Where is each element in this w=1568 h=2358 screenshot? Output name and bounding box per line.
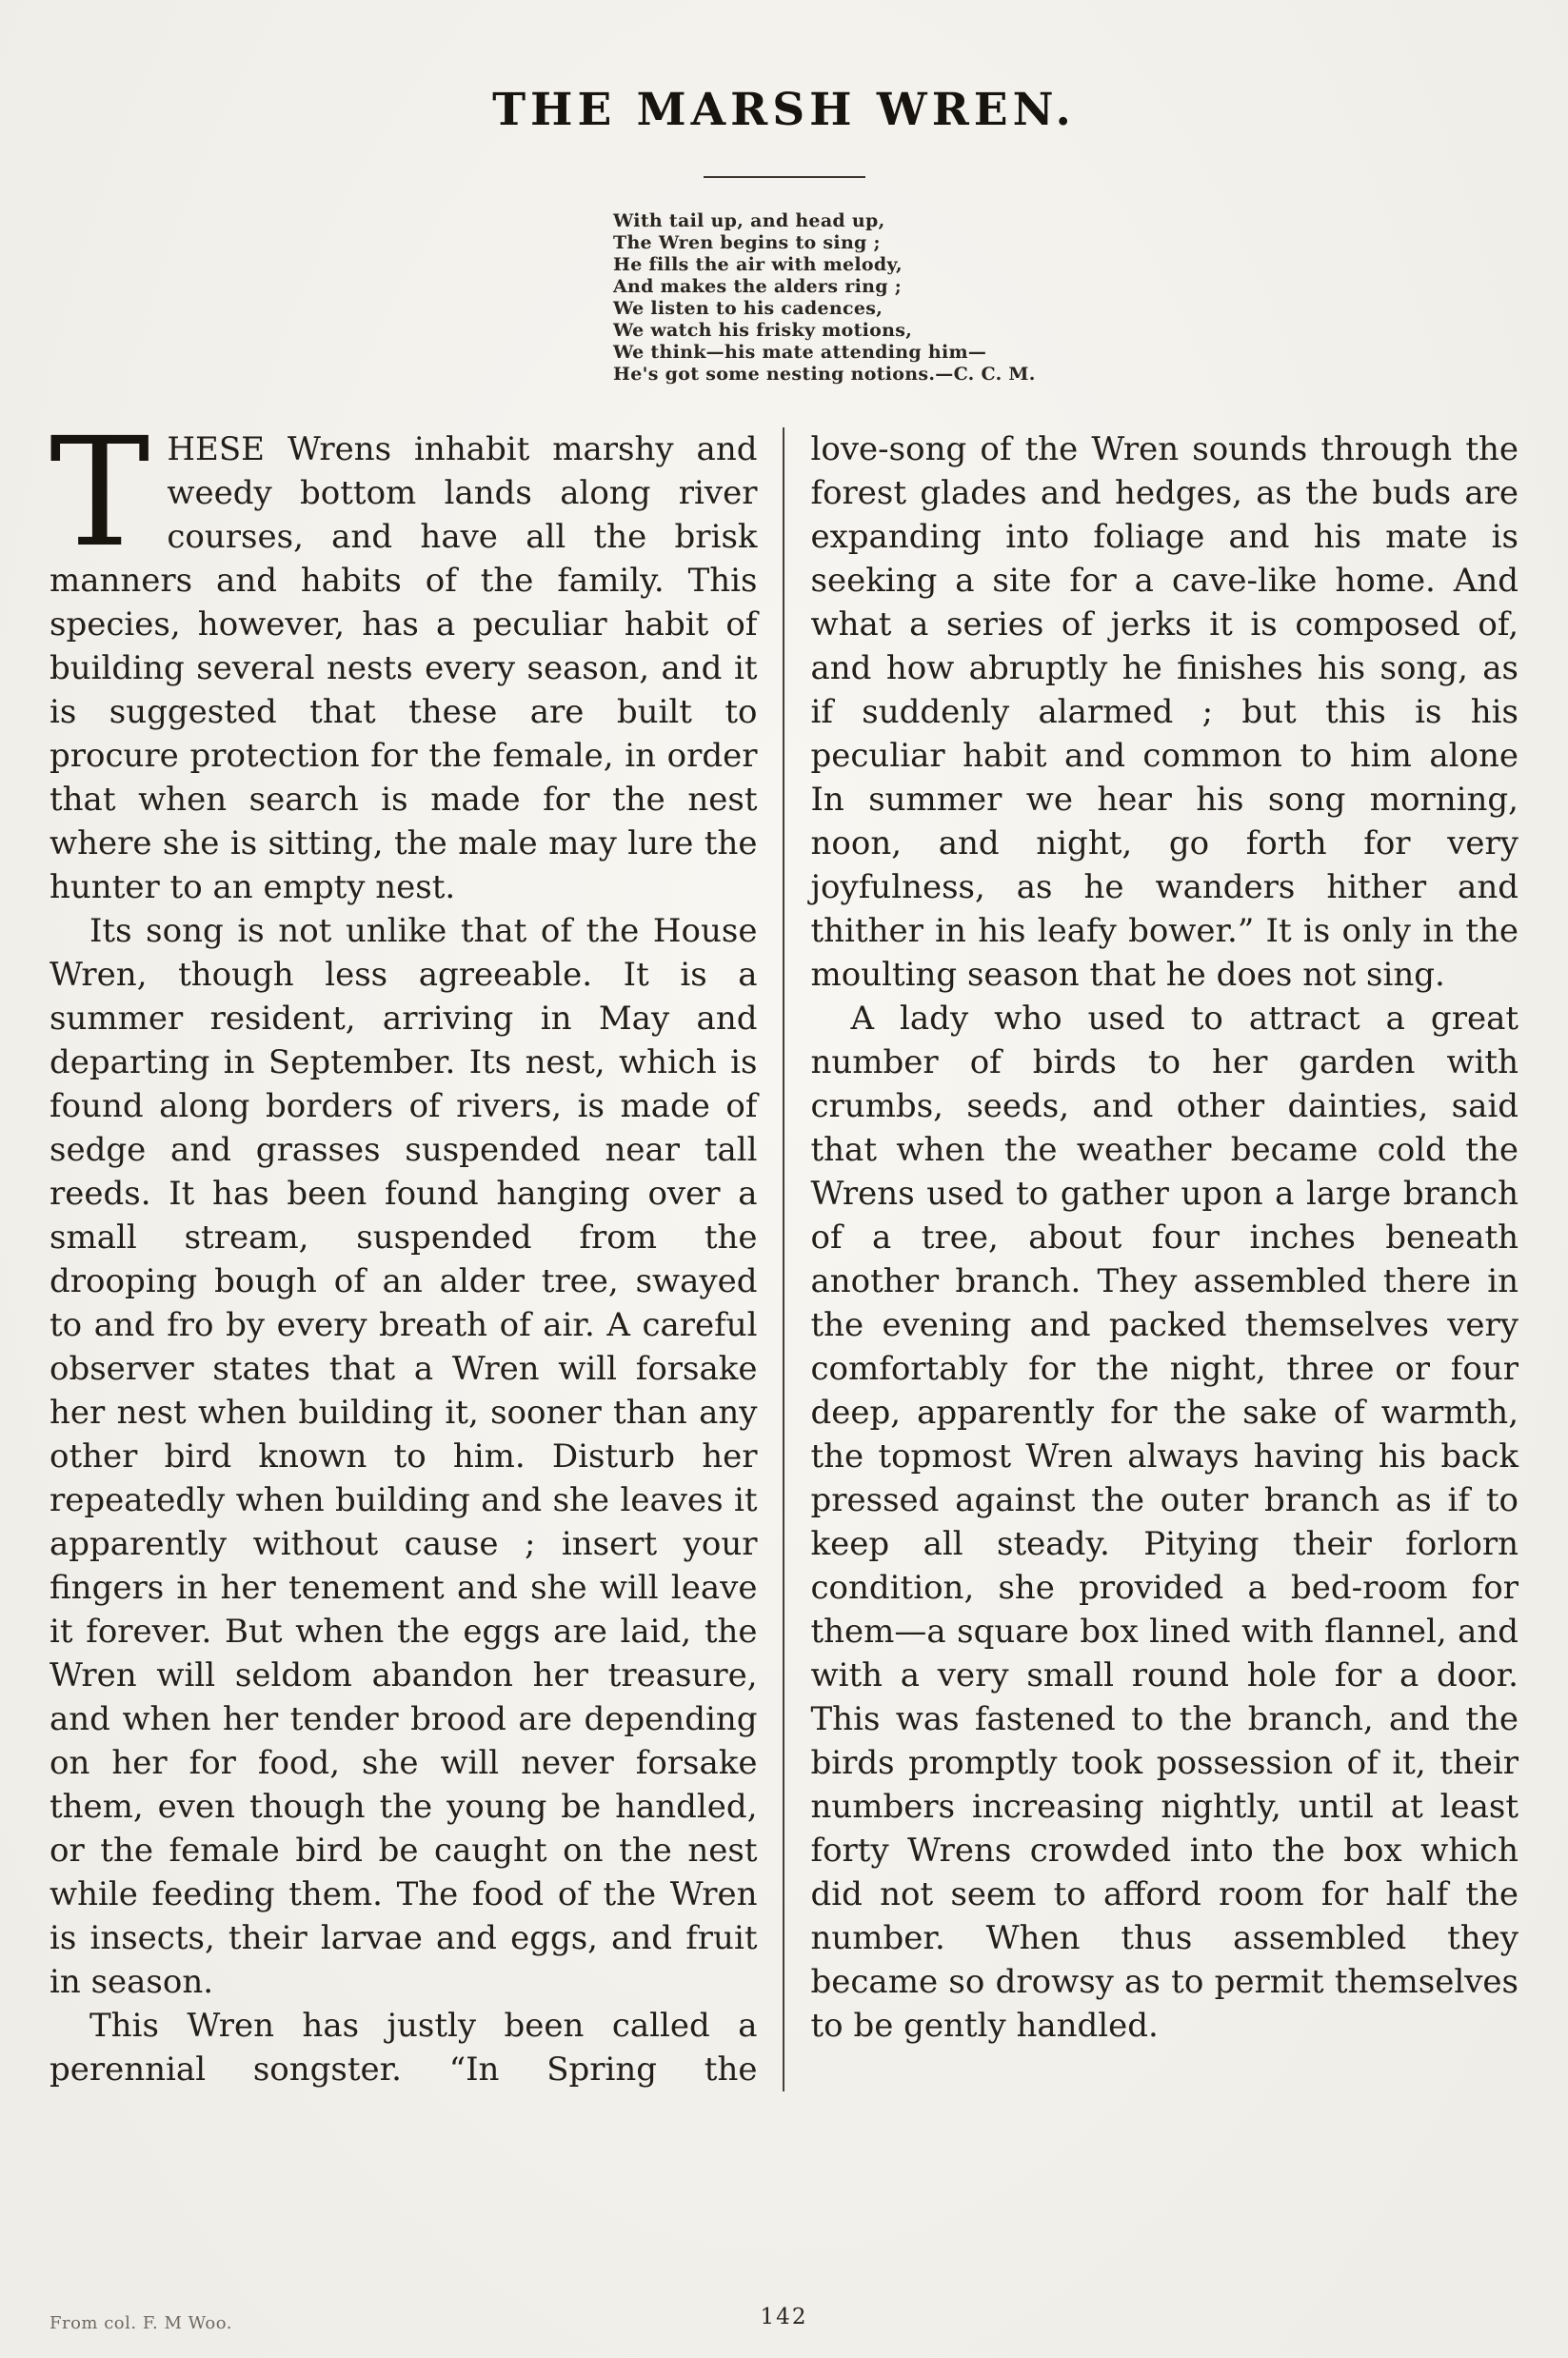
paragraph: Its song is not unlike that of the House Wren, though less agreeable. It is a summer resident, arriving in May and departing in September. Its nest, which is found along borders of rivers, is made of sedge and grasses suspended near tall reeds. It has been found hanging over a small stream, suspended from the drooping bough of an alder tree, swayed to and fro by every breath of air. A careful observer states that a Wren will forsake her nest when building it, sooner than any other bird known to him. Disturb her repeatedly when building and she leaves it apparently without cause ; insert your fingers in her tenement and she will leave it forever. But when the eggs are laid, the Wren will seldom abandon her treasure, and when her tender brood are depending on her for food, she will never forsake them, even though the young be handled, or the female bird be caught on the nest while feeding them. The food of the Wren is insects, their larvae and eggs, and fruit in season. <box>50 912 758 2001</box>
text-columns <box>50 406 1518 2091</box>
drop-cap-initial: T <box>50 406 150 581</box>
paragraph: love-song of the Wren sounds through the forest glades and hedges, as the buds are expanding into foliage and his mate is seeking a site for a cave-like home. And what a series of jerks it is composed of, and how abruptly he finishes his song, as if suddenly alarmed ; but this is his peculiar habit and common to him alone In summer we hear his song morning, noon, and night, go forth for very joyfulness, as he wanders hither and thither in his leafy bower.” It is only in the moulting season that he does not sing. <box>810 430 1518 994</box>
epigraph-line: We think—his mate attending him— <box>613 342 987 363</box>
footer-credit: From col. F. M Woo. <box>50 2313 232 2333</box>
epigraph-line: He fills the air with melody, <box>613 254 903 275</box>
epigraph-line: And makes the alders ring ; <box>613 276 903 297</box>
paragraph <box>50 406 758 909</box>
epigraph-line: With tail up, and head up, <box>613 210 885 231</box>
epigraph-line: We watch his frisky motions, <box>613 320 913 341</box>
right-column <box>784 427 1519 2091</box>
paragraph: This Wren has justly been called a perennial songster. “In Spring the <box>50 2007 758 2089</box>
paragraph: A lady who used to attract a great number of birds to her garden with crumbs, seeds, and other dainties, said that when the weather became cold the Wrens used to gather upon a large branch of a tree, about four inches beneath another branch. They assembled there in the evening and packed themselves very comfortably for the night, three or four deep, apparently for the sake of warmth, the topmost Wren always having his back pressed against the outer branch as if to keep all steady. Pitying their forlorn condition, she provided a bed-room for them—a square box lined with flannel, and with a very small round hole for a door. This was fastened to the branch, and the birds promptly took possession of it, their numbers increasing nightly, until at least forty Wrens crowded into the box which did not seem to afford room for half the number. When thus assembled they became so drowsy as to permit themselves to be gently handled. <box>810 1000 1518 2045</box>
epigraph <box>613 210 1518 386</box>
page-number: 142 <box>760 2305 808 2329</box>
paragraph-text: HESE Wrens inhabit marshy and weedy bottom lands along river courses, and have all the brisk manners and habits of the family. This species, however, has a peculiar habit of building several nests every season, and it is suggested that these are built to procure protection for the female, in order that when search is made for the nest where she is sitting, the male may lure the hunter to an empty nest. <box>50 430 758 906</box>
title-rule <box>704 176 865 178</box>
left-column <box>50 406 783 2091</box>
epigraph-line: We listen to his cadences, <box>613 298 883 319</box>
epigraph-line: He's got some nesting notions.—C. C. M. <box>613 364 1036 385</box>
epigraph-line: The Wren begins to sing ; <box>613 232 881 253</box>
page-title: THE MARSH WREN. <box>492 84 1076 136</box>
page-footer <box>0 2301 1568 2333</box>
